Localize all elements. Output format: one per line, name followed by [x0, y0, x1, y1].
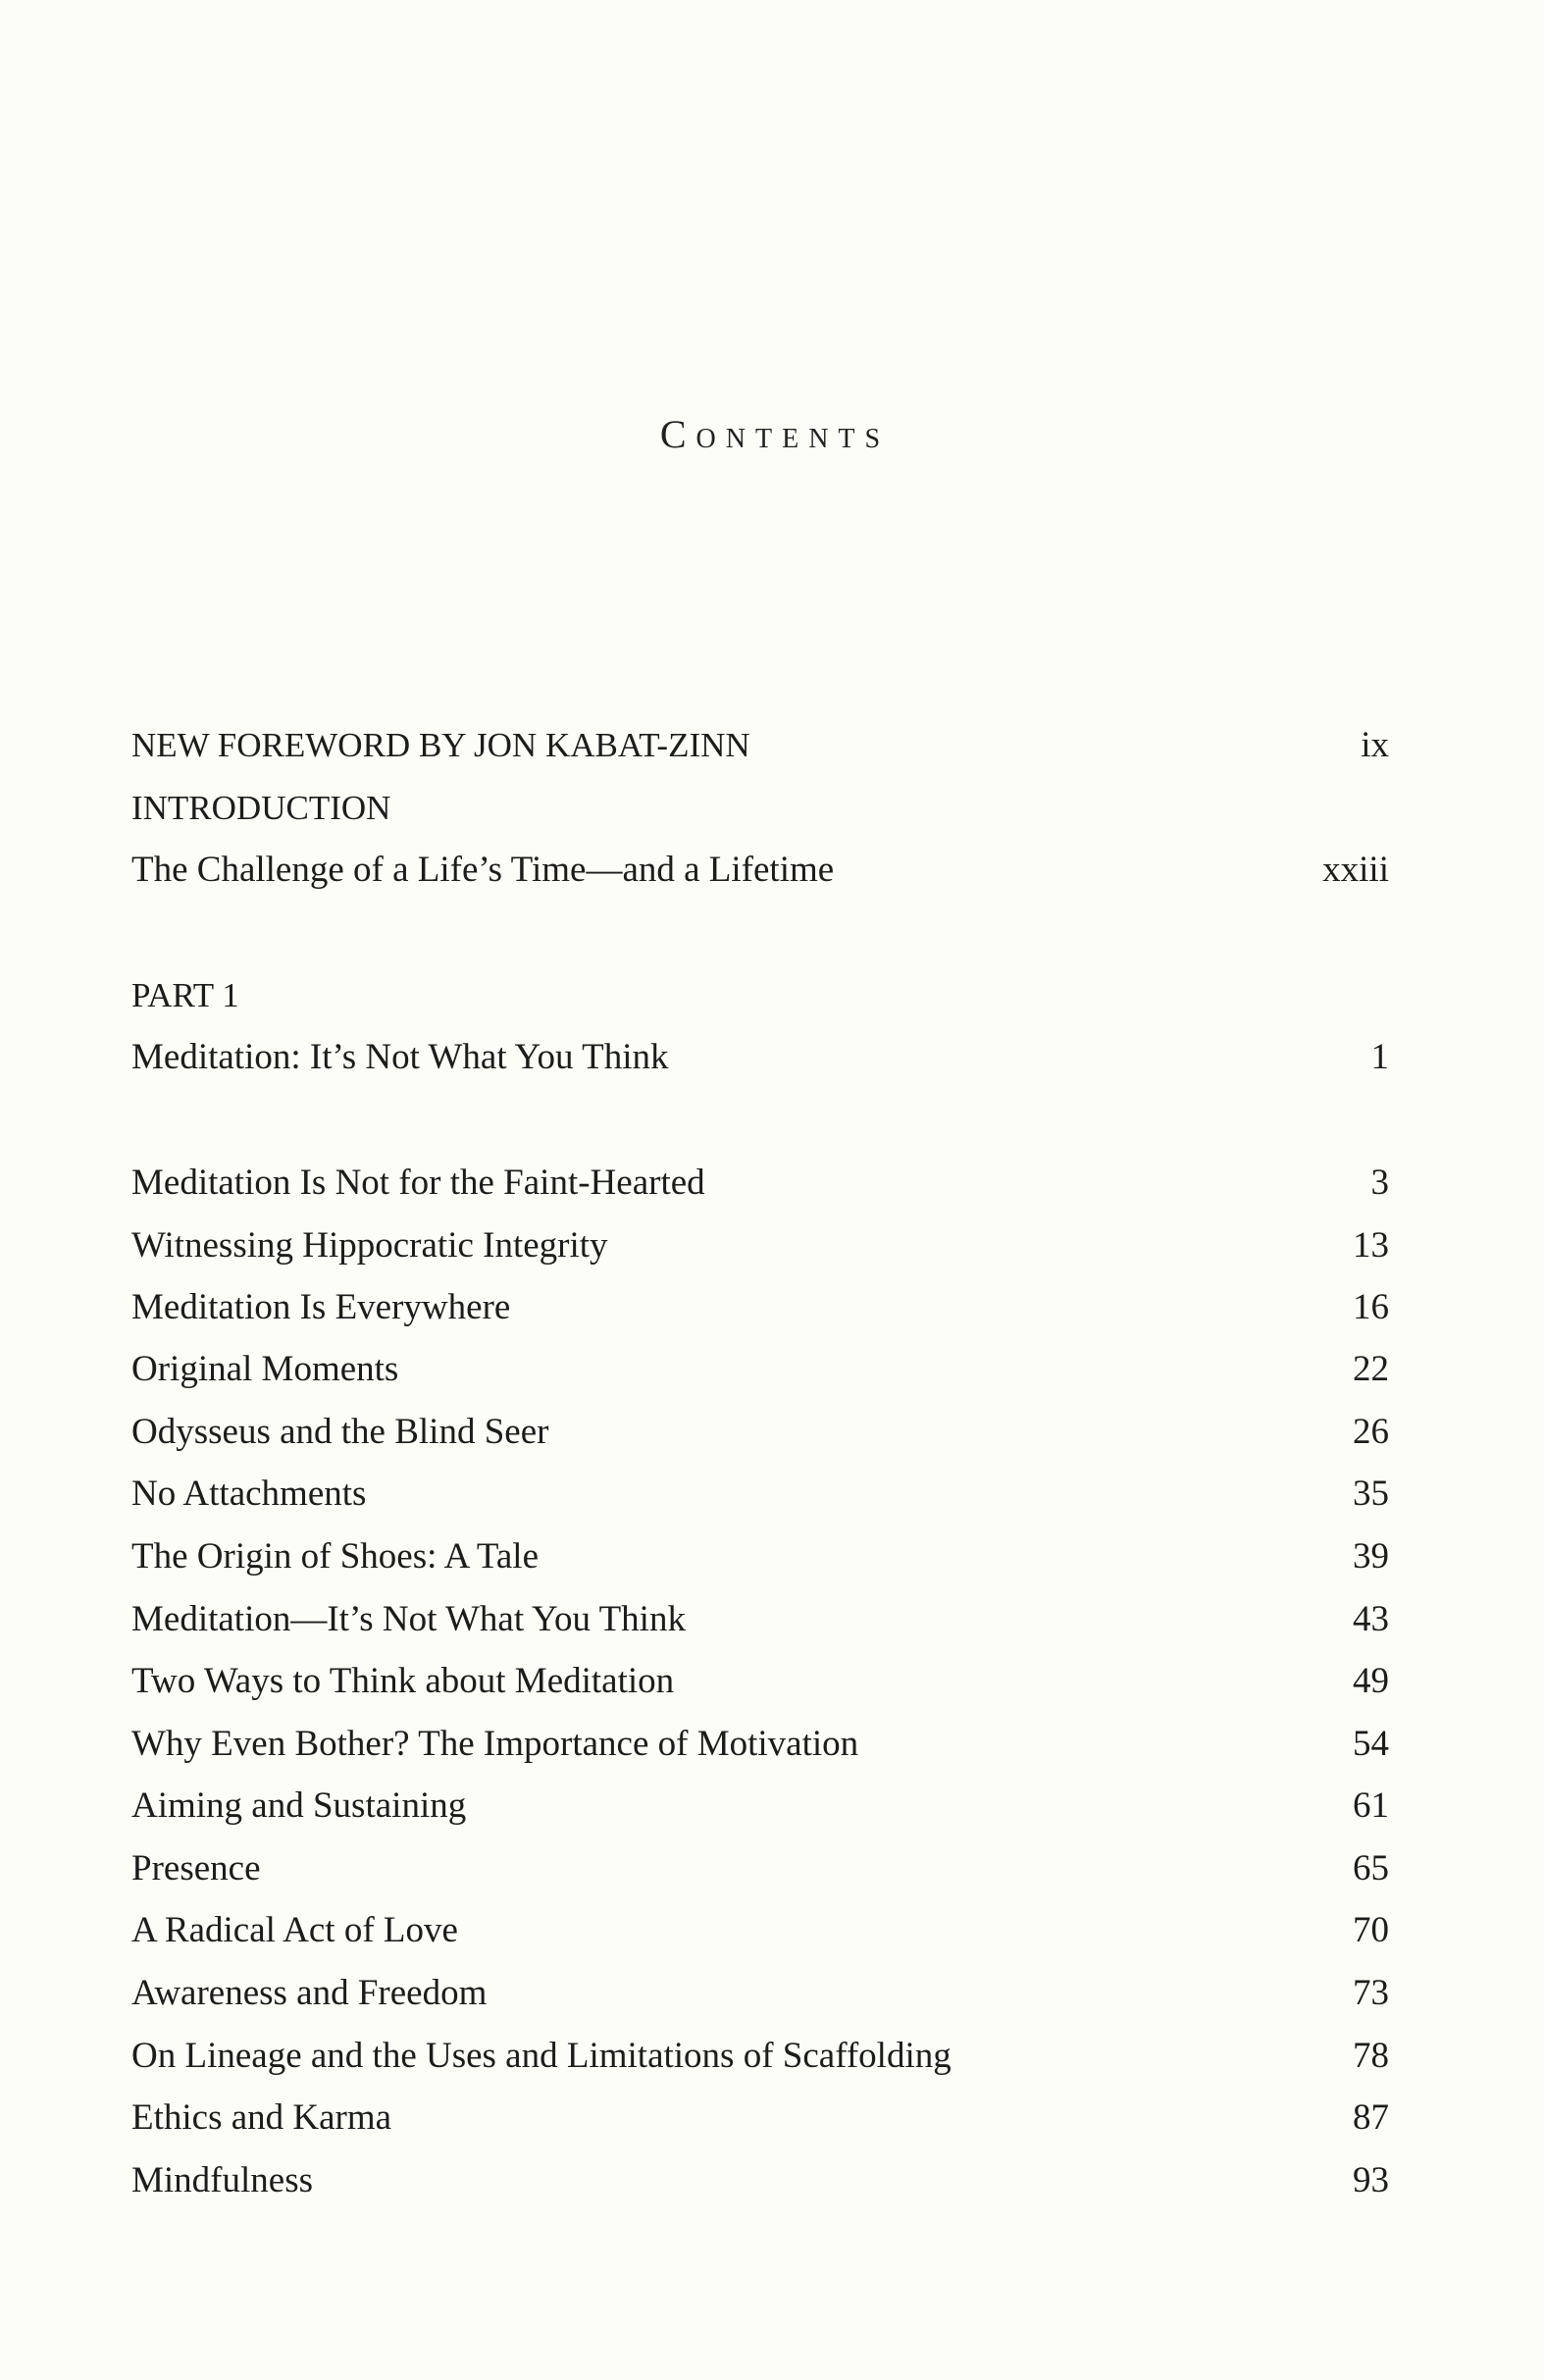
- toc-entry: [131, 1467, 1389, 1522]
- toc-entry: [131, 2091, 1389, 2146]
- toc-entry: [131, 1966, 1389, 2021]
- toc-entry-page-number: 43: [1353, 1599, 1389, 1639]
- toc-entry: [131, 781, 1389, 836]
- toc-entry-title: Mindfulness: [131, 2160, 313, 2200]
- toc-entry: [131, 718, 1389, 773]
- toc-entry-title: Witnessing Hippocratic Integrity: [131, 1225, 608, 1266]
- toc-entry-title: Ethics and Karma: [131, 2097, 392, 2138]
- toc-entry-page-number: 3: [1370, 1163, 1389, 1203]
- toc-entry-title: Original Moments: [131, 1349, 399, 1389]
- toc-entry: [131, 1156, 1389, 1211]
- toc-entry: [131, 1779, 1389, 1834]
- toc-entry: [131, 1342, 1389, 1397]
- toc-entry-title: Odysseus and the Blind Seer: [131, 1412, 549, 1452]
- toc-entry: [131, 1218, 1389, 1273]
- toc-entry: [131, 1841, 1389, 1896]
- toc-entry-title: Meditation: It’s Not What You Think: [131, 1037, 669, 1077]
- toc-entry-title: Aiming and Sustaining: [131, 1785, 467, 1826]
- toc-entry-page-number: 61: [1353, 1785, 1389, 1826]
- toc-entry-page-number: xxiii: [1322, 850, 1389, 890]
- toc-entry-title: A Radical Act of Love: [131, 1910, 458, 1950]
- toc-entry-page-number: 70: [1353, 1910, 1389, 1950]
- toc-entry-title: Awareness and Freedom: [131, 1973, 488, 2013]
- toc-entry-page-number: 13: [1353, 1225, 1389, 1266]
- toc-entry-page-number: 93: [1353, 2160, 1389, 2200]
- toc-entry: [131, 1405, 1389, 1460]
- toc-entry-title: Meditation Is Everywhere: [131, 1287, 511, 1327]
- toc-entry-page-number: 22: [1353, 1349, 1389, 1389]
- toc-entry-title: Meditation Is Not for the Faint-Hearted: [131, 1163, 705, 1203]
- toc-entry: [131, 968, 1389, 1023]
- toc-entry-page-number: 39: [1353, 1536, 1389, 1577]
- toc-entry-page-number: ix: [1361, 725, 1389, 765]
- toc-entry-title: Two Ways to Think about Meditation: [131, 1661, 675, 1701]
- toc-entry: [131, 2029, 1389, 2084]
- toc-entry-title: INTRODUCTION: [131, 789, 391, 827]
- toc-entry: [131, 1592, 1389, 1647]
- toc-entry-page-number: 49: [1353, 1661, 1389, 1701]
- toc-entry: [131, 1529, 1389, 1584]
- toc-entry: [131, 843, 1389, 898]
- page-title: Contents: [659, 412, 891, 456]
- toc-entry-page-number: 35: [1353, 1474, 1389, 1514]
- toc-entry-page-number: 54: [1353, 1724, 1389, 1764]
- toc-entry-page-number: 78: [1353, 2036, 1389, 2076]
- toc-entry-title: NEW FOREWORD BY JON KABAT-ZINN: [131, 726, 750, 764]
- toc-entry: [131, 1654, 1389, 1709]
- toc-entry-page-number: 73: [1353, 1973, 1389, 2013]
- toc-entry: [131, 1717, 1389, 1772]
- toc-entry-title: PART 1: [131, 976, 239, 1014]
- toc-entry-page-number: 1: [1370, 1037, 1389, 1077]
- toc-entry: [131, 1280, 1389, 1335]
- toc-entry-title: The Origin of Shoes: A Tale: [131, 1536, 539, 1577]
- toc-entry: [131, 2153, 1389, 2208]
- toc-entry-title: On Lineage and the Uses and Limitations of Scaffolding: [131, 2036, 952, 2076]
- toc-entry: [131, 1903, 1389, 1958]
- toc-entry-title: No Attachments: [131, 1474, 367, 1514]
- toc-entry-page-number: 26: [1353, 1412, 1389, 1452]
- toc-entry: [131, 1030, 1389, 1085]
- toc-entry-title: The Challenge of a Life’s Time—and a Lifetime: [131, 850, 835, 890]
- toc-entry-title: Why Even Bother? The Importance of Motivation: [131, 1724, 859, 1764]
- toc-entry-page-number: 87: [1353, 2097, 1389, 2138]
- toc-entry-page-number: 65: [1353, 1848, 1389, 1888]
- toc-entry-title: Presence: [131, 1848, 261, 1888]
- toc-entry-page-number: 16: [1353, 1287, 1389, 1327]
- toc-entry-title: Meditation—It’s Not What You Think: [131, 1599, 686, 1639]
